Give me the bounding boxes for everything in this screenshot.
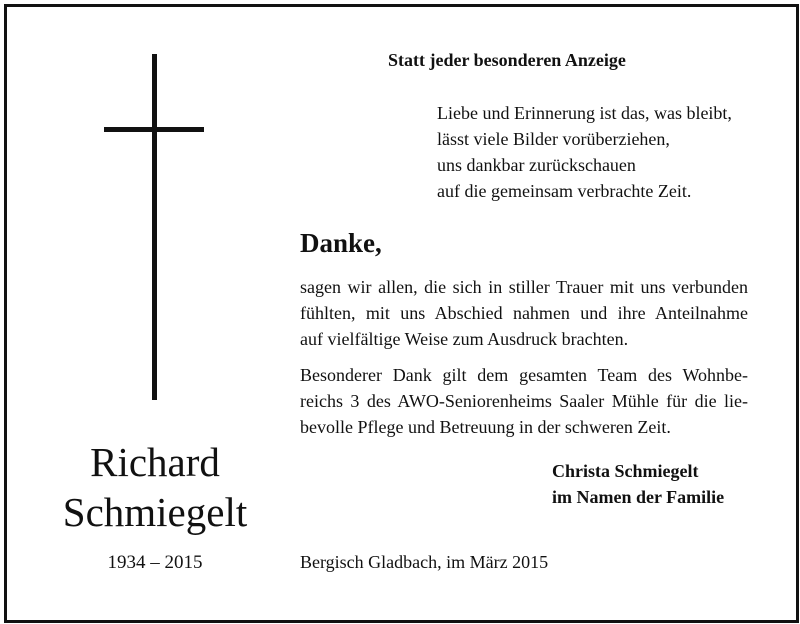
thanks-paragraph-2 xyxy=(300,362,748,440)
thanks-heading: Danke, xyxy=(300,228,382,258)
cross-horizontal-bar xyxy=(104,127,204,132)
poem-line: auf die gemeinsam verbrachte Zeit. xyxy=(437,181,692,201)
poem-line: Liebe und Erinnerung ist das, was bleibt, xyxy=(437,103,732,123)
paragraph-line: auf vielfältige Weise zum Ausdruck brachten. xyxy=(300,329,629,349)
paragraph-line: sagen wir allen, die sich in stiller Trauer mit uns verbunden xyxy=(300,277,748,297)
paragraph-line: fühlten, mit uns Abschied nahmen und ihre Anteilnahme xyxy=(300,303,748,323)
thanks-paragraph-1 xyxy=(300,274,748,352)
place-date: Bergisch Gladbach, im März 2015 xyxy=(300,552,549,572)
paragraph-line: bevolle Pflege und Betreuung in der schweren Zeit. xyxy=(300,417,671,437)
deceased-last-name: Schmiegelt xyxy=(62,489,248,535)
poem-line: uns dankbar zurückschauen xyxy=(437,155,636,175)
cross-vertical-bar xyxy=(152,54,157,400)
poem-line: lässt viele Bilder vorüberziehen, xyxy=(437,129,670,149)
signature-family: im Namen der Familie xyxy=(552,487,725,507)
poem xyxy=(437,100,732,204)
life-dates: 1934 – 2015 xyxy=(107,552,203,573)
signature-name: Christa Schmiegelt xyxy=(552,461,699,481)
paragraph-line: Besonderer Dank gilt dem gesamten Team des Wohnbe- xyxy=(300,365,748,385)
deceased-first-name: Richard xyxy=(90,439,220,485)
headline: Statt jeder besonderen Anzeige xyxy=(388,50,626,70)
paragraph-line: reichs 3 des AWO-Seniorenheims Saaler Mühle für die lie- xyxy=(300,391,748,411)
